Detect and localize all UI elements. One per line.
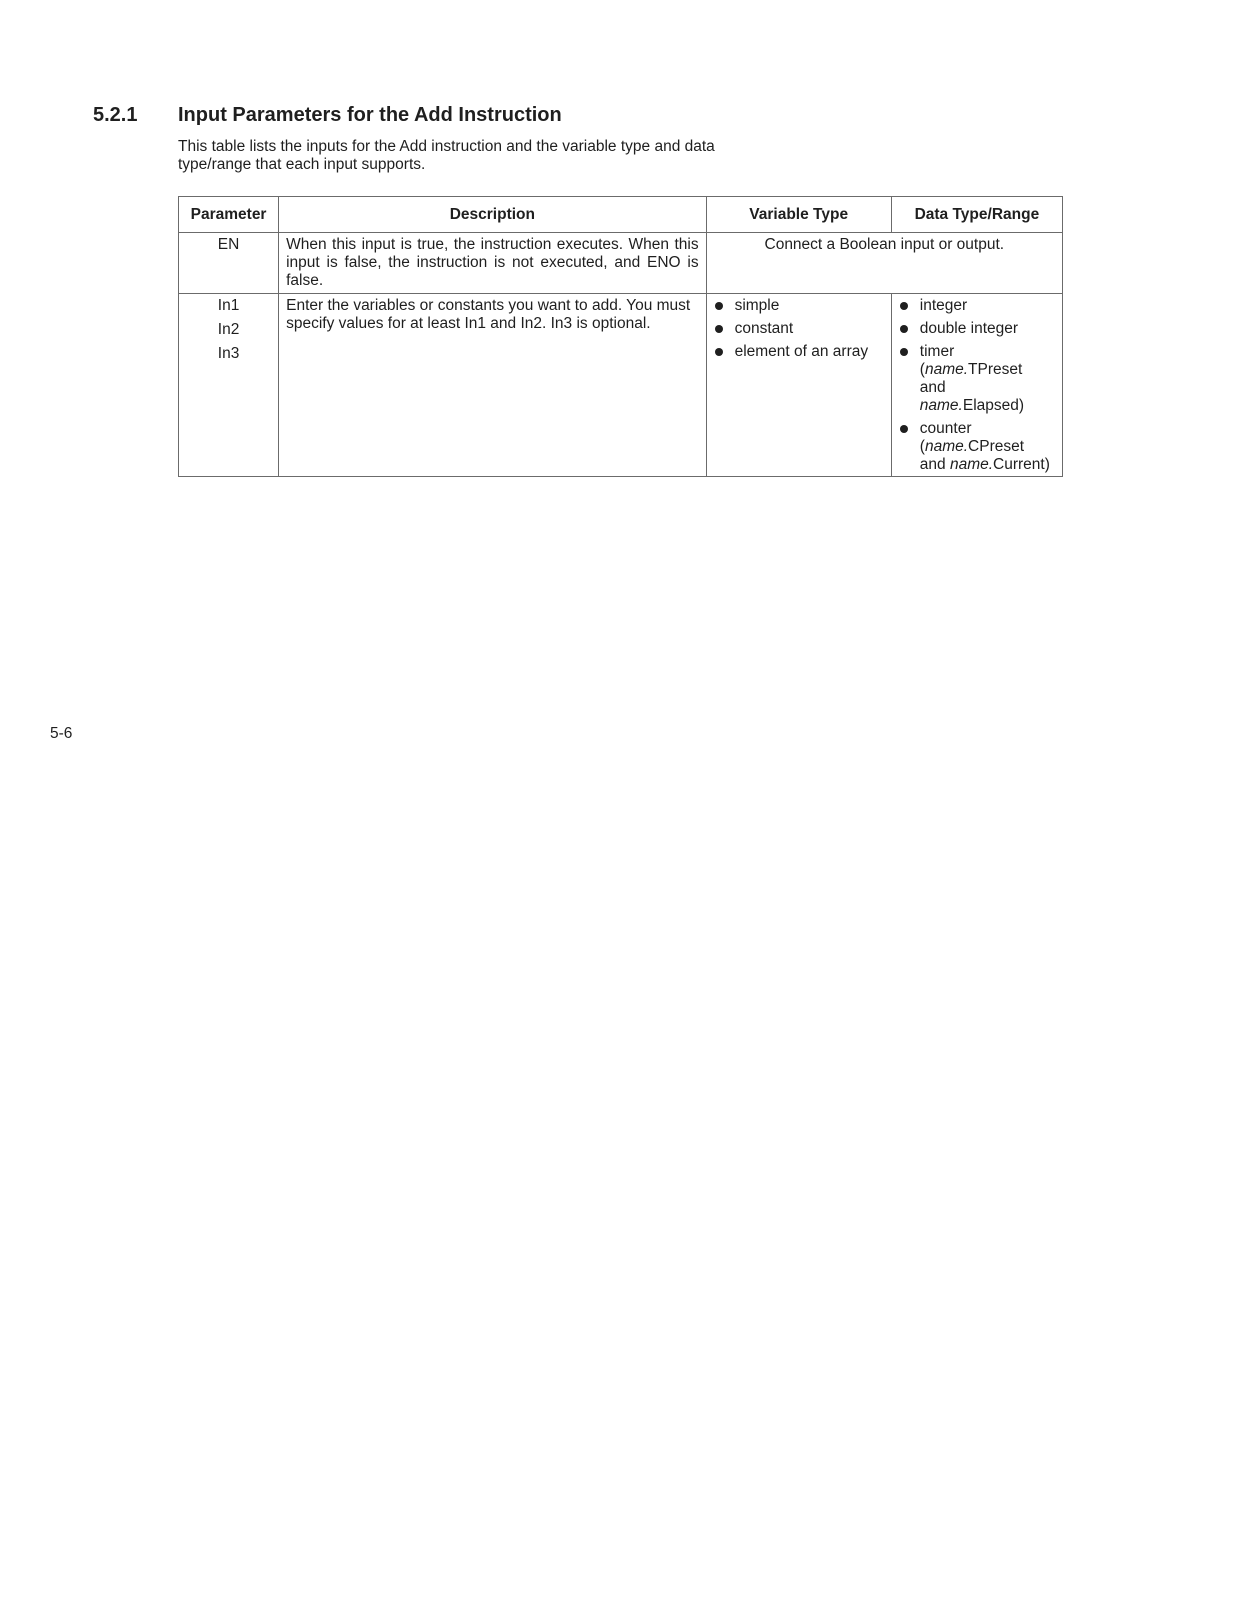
bullet-icon: [900, 302, 908, 310]
description-inputs: Enter the variables or constants you want to add. You must specify values for at least In1 and In2. In3 is optional.: [279, 294, 706, 477]
data-type-counter: counter: [919, 420, 972, 437]
table-header-row: [179, 197, 1063, 233]
table-row-inputs: [179, 294, 1063, 477]
data-type-timer: timer: [919, 343, 955, 360]
list-item: [898, 320, 1056, 338]
data-type-cell: [891, 294, 1062, 477]
parameter-in1: In1: [217, 297, 240, 314]
variable-type-simple: simple: [734, 297, 780, 314]
page-number: 5-6: [50, 725, 73, 742]
counter-preset-field: [920, 438, 1056, 456]
table-row-en: [179, 233, 1063, 294]
section-title: Input Parameters for the Add Instruction: [178, 104, 562, 126]
header-data-type-range: Data Type/Range: [891, 197, 1062, 233]
section-number: 5.2.1: [93, 104, 138, 126]
parameter-inputs-cell: [179, 294, 279, 477]
bullet-icon: [715, 325, 723, 333]
variable-type-constant: constant: [734, 320, 794, 337]
header-variable-type: Variable Type: [706, 197, 891, 233]
list-item: [713, 297, 885, 315]
name-prefix: name.: [919, 397, 963, 414]
counter-and: and: [919, 456, 950, 473]
variable-type-array-element: element of an array: [734, 343, 869, 360]
bullet-icon: [715, 348, 723, 356]
list-item: [898, 343, 1056, 415]
name-prefix: name.: [924, 438, 969, 455]
list-item: [898, 420, 1056, 474]
bullet-icon: [715, 302, 723, 310]
open-paren: (: [919, 361, 925, 378]
bullet-icon: [900, 348, 908, 356]
name-prefix: name.: [949, 456, 994, 473]
description-en: When this input is true, the instruction executes. When this input is false, the instruction is not executed, and ENO is false.: [279, 233, 706, 294]
variable-type-cell: [706, 294, 891, 477]
counter-preset-label: CPreset: [968, 438, 1025, 455]
header-description: Description: [279, 197, 706, 233]
input-parameters-table: [178, 196, 1063, 477]
parameter-in2: In2: [217, 321, 240, 338]
timer-elapsed-field: [920, 397, 1056, 415]
counter-current-field: [920, 456, 1056, 474]
data-type-list: [898, 297, 1056, 474]
bullet-icon: [900, 425, 908, 433]
bullet-icon: [900, 325, 908, 333]
open-paren: (: [919, 438, 925, 455]
timer-and: and: [919, 379, 946, 396]
list-item: [713, 343, 885, 361]
data-type-integer: integer: [919, 297, 968, 314]
parameter-en: EN: [179, 233, 279, 294]
name-prefix: name.: [924, 361, 969, 378]
list-item: [898, 297, 1056, 315]
parameter-in3: In3: [217, 345, 240, 362]
list-item: [713, 320, 885, 338]
boolean-connection-note: Connect a Boolean input or output.: [706, 233, 1062, 294]
counter-current-label: Current): [993, 456, 1050, 473]
timer-elapsed-label: Elapsed): [962, 397, 1025, 414]
intro-line-2: type/range that each input supports.: [178, 156, 426, 173]
timer-preset-label: TPreset: [968, 361, 1023, 378]
intro-line-1: This table lists the inputs for the Add instruction and the variable type and data: [178, 138, 715, 155]
data-type-double-integer: double integer: [919, 320, 1019, 337]
variable-type-list: [713, 297, 885, 361]
intro-paragraph: [178, 138, 758, 174]
header-parameter: Parameter: [179, 197, 279, 233]
timer-preset-field: [920, 361, 1056, 379]
